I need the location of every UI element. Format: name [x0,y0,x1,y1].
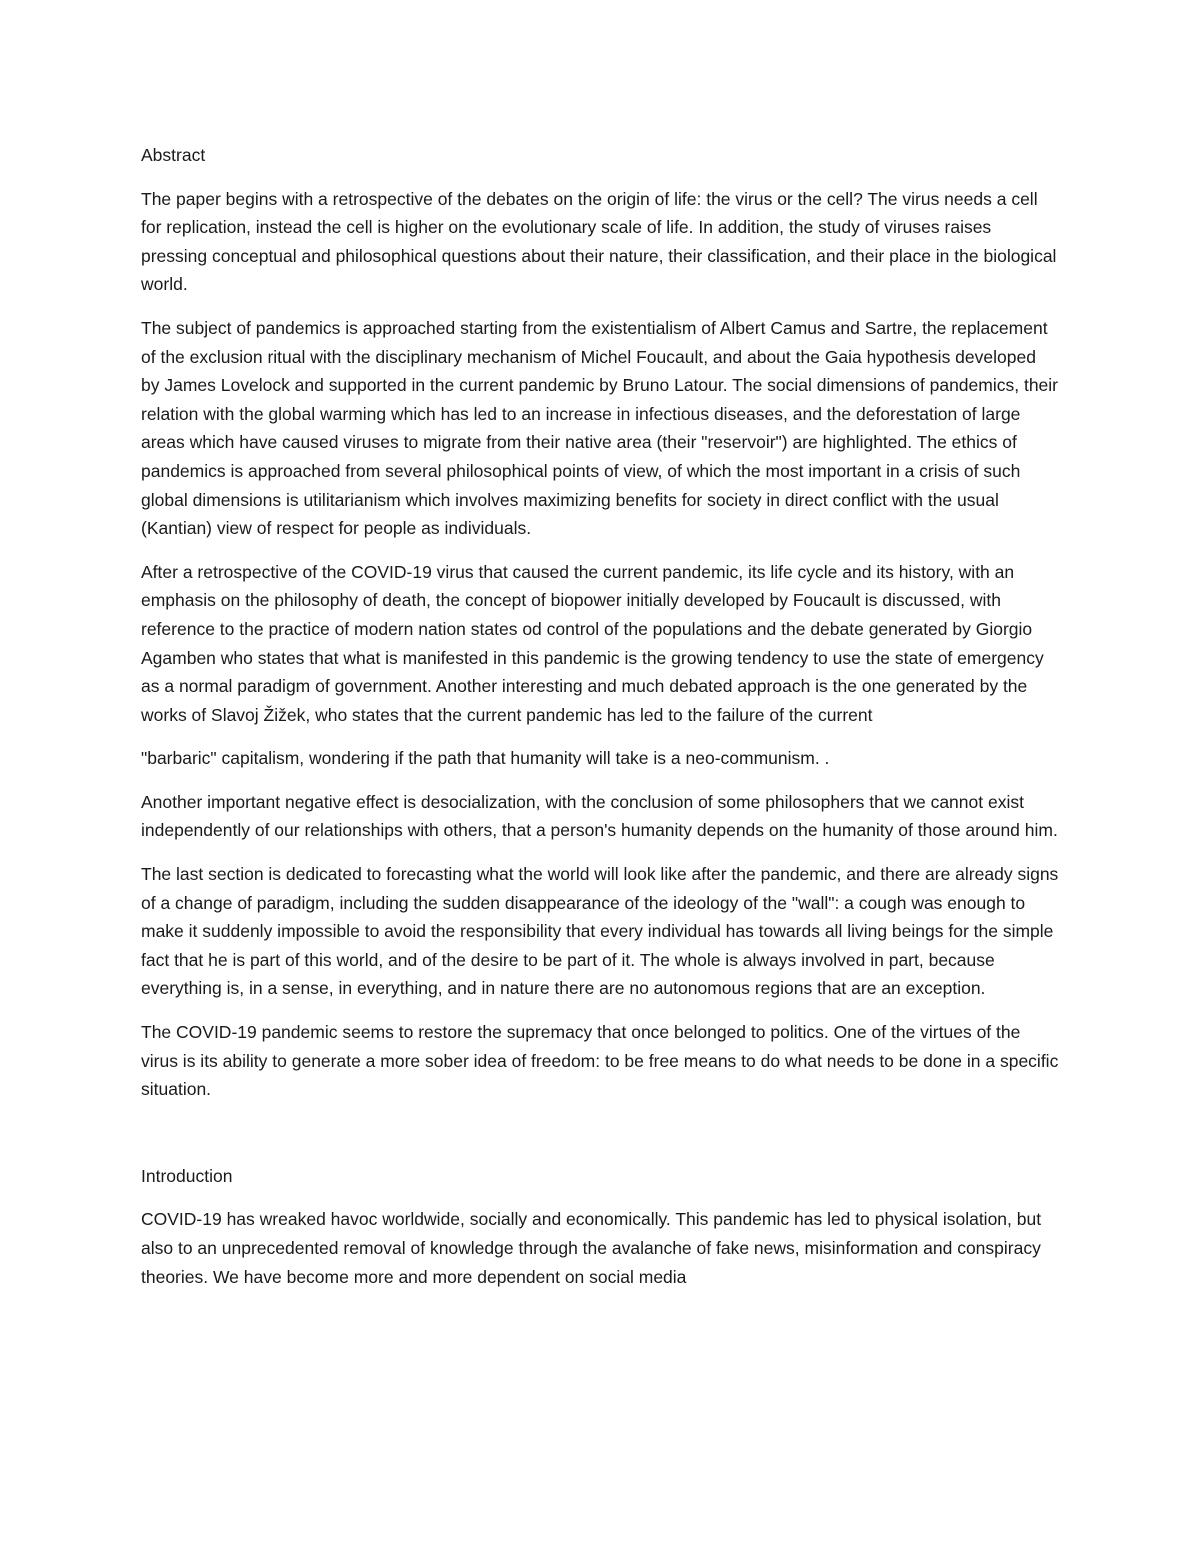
abstract-paragraph-7: The COVID-19 pandemic seems to restore the supremacy that once belonged to politics. One of the virtues of the virus is its ability to generate a more sober idea of freedom: to be free means to do what needs to be done in a specific situation. [141,1022,1059,1100]
abstract-paragraph-5: Another important negative effect is desocialization, with the conclusion of some philosophers that we cannot exist independently of our relationships with others, that a person's humanity depends on the humanity of those around him. [141,791,1058,841]
abstract-paragraph-4: "barbaric" capitalism, wondering if the path that humanity will take is a neo-communism. . [141,748,830,769]
abstract-paragraph-2: The subject of pandemics is approached starting from the existentialism of Albert Camus and Sartre, the replacement of the exclusion ritual with the disciplinary mechanism of Michel Foucault, and about the Gaia hypothesis developed by James Lovelock and supported in the current pandemic by Bruno Latour. The social dimensions of pandemics, their relation with the global warming which has led to an increase in infectious diseases, and the deforestation of large areas which have caused viruses to migrate from their native area (their "reservoir") are highlighted. The ethics of pandemics is approached from several philosophical points of view, of which the most important in a crisis of such global dimensions is utilitarianism which involves maximizing benefits for society in direct conflict with the usual (Kantian) view of respect for people as individuals. [141,317,1058,539]
abstract-paragraph-3: After a retrospective of the COVID-19 virus that caused the current pandemic, its life cycle and its history, with an emphasis on the philosophy of death, the concept of biopower initially developed by Foucault is discussed, with reference to the practice of modern nation states od control of the populations and the debate generated by Giorgio Agamben who states that what is manifested in this pandemic is the growing tendency to use the state of emergency as a normal paradigm of government. Another interesting and much debated approach is the one generated by the works of Slavoj Žižek, who states that the current pandemic has led to the failure of the current [141,561,1044,725]
abstract-paragraph-6: The last section is dedicated to forecasting what the world will look like after the pandemic, and there are already signs of a change of paradigm, including the sudden disappearance of the ideology of the "wall": a cough was enough to make it suddenly impossible to avoid the responsibility that every individual has towards all living beings for the simple fact that he is part of this world, and of the desire to be part of it. The whole is always involved in part, because everything is, in a sense, in everything, and in nature there are no autonomous regions that are an exception. [141,864,1059,999]
section-spacer [141,1119,1059,1162]
introduction-paragraph-1: COVID-19 has wreaked havoc worldwide, socially and economically. This pandemic has led to physical isolation, but also to an unprecedented removal of knowledge through the avalanche of fake news, misinformation and conspiracy theories. We have become more and more dependent on social media [141,1209,1042,1287]
abstract-paragraph-1: The paper begins with a retrospective of the debates on the origin of life: the virus or the cell? The virus needs a cell for replication, instead the cell is higher on the evolutionary scale of life. In addition, the study of viruses raises pressing conceptual and philosophical questions about their nature, their classification, and their place in the biological world. [141,188,1057,295]
introduction-heading: Introduction [141,1165,233,1186]
abstract-heading: Abstract [141,145,206,165]
document-body [141,141,1059,1306]
